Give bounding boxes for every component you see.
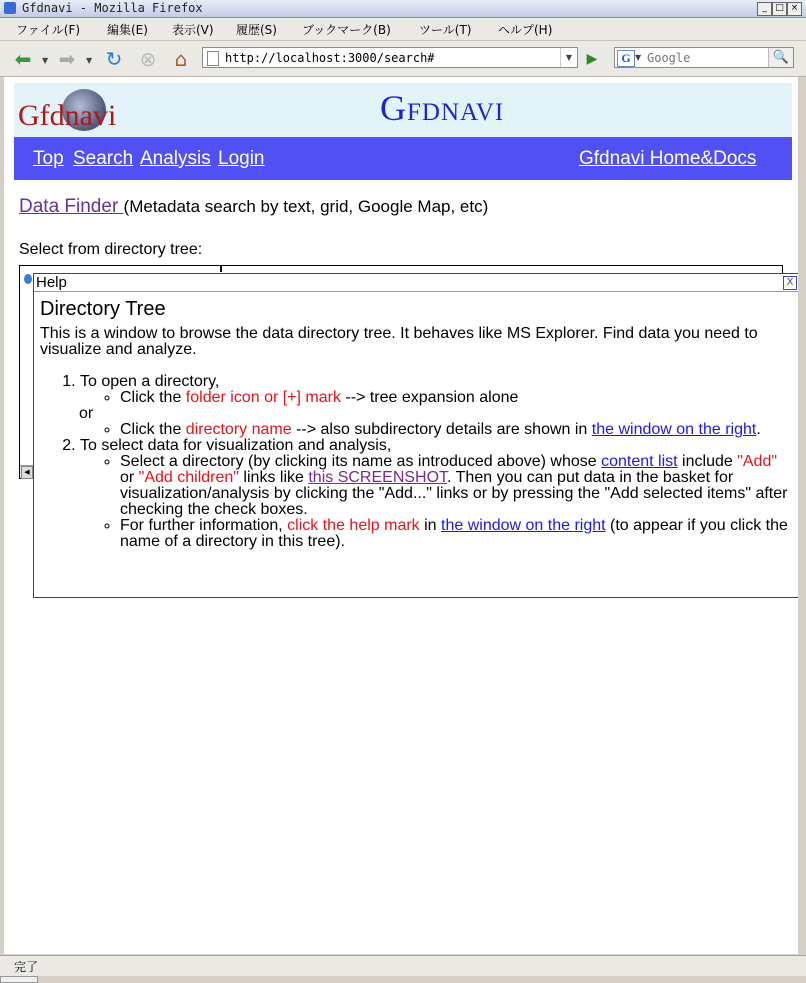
text: links like <box>238 469 309 486</box>
forward-dropdown-icon[interactable]: ▼ <box>86 56 93 65</box>
window-on-right-link[interactable]: the window on the right <box>441 517 606 534</box>
window-title: Gfdnavi - Mozilla Firefox <box>22 1 203 15</box>
site-title: Gfdnavi <box>380 88 505 128</box>
menu-file[interactable]: ファイル(F) <box>16 23 81 37</box>
highlight-text: click the help mark <box>287 517 420 534</box>
tree-divider <box>220 266 222 272</box>
data-finder-line <box>19 196 488 218</box>
tree-node-icon[interactable] <box>24 274 32 284</box>
help-step-2 <box>80 438 790 550</box>
nav-top-link[interactable]: Top <box>33 148 64 169</box>
status-bar <box>0 955 806 976</box>
highlight-text: "Add" <box>737 453 778 470</box>
data-finder-description: (Metadata search by text, grid, Google Map, etc) <box>123 197 489 216</box>
help-step-1 <box>80 374 790 438</box>
window-title-bar <box>0 0 806 18</box>
help-step-2-text: To select data for visualization and analysis, <box>80 437 392 454</box>
status-text: 完了 <box>14 960 39 974</box>
menu-tools[interactable]: ツール(T) <box>419 23 472 37</box>
close-window-button[interactable]: × <box>787 2 802 16</box>
page-viewport <box>4 77 798 954</box>
search-icon[interactable]: 🔍 <box>768 48 793 67</box>
nav-login-link[interactable]: Login <box>218 148 265 169</box>
text: --> tree expansion alone <box>340 389 519 406</box>
help-heading: Directory Tree <box>40 298 166 320</box>
url-history-dropdown-icon[interactable]: ▼ <box>560 48 577 67</box>
text: . <box>756 421 761 438</box>
menu-history[interactable]: 履歴(S) <box>236 23 277 37</box>
help-step-1-options-b <box>80 422 790 438</box>
reload-icon[interactable]: ↻ <box>105 47 123 71</box>
url-input[interactable] <box>225 49 555 66</box>
menu-bar <box>0 18 806 41</box>
firefox-icon <box>4 2 16 14</box>
menu-edit[interactable]: 編集(E) <box>107 23 148 37</box>
bottom-edge <box>0 976 806 982</box>
help-close-icon[interactable]: X <box>783 276 797 290</box>
url-bar[interactable] <box>202 47 578 68</box>
text: (to appear if you click the name of a directory in this tree). <box>120 517 788 550</box>
text: Select a directory (by clicking its name as introduced above) whose <box>120 453 602 470</box>
help-intro: This is a window to browse the data directory tree. It behaves like MS Explorer. Find data you need to visualize and analyze. <box>40 325 758 358</box>
forward-icon[interactable]: ➡ <box>58 47 76 71</box>
navigation-toolbar <box>0 41 806 77</box>
menu-help[interactable]: ヘルプ(H) <box>498 23 553 37</box>
page-icon <box>207 51 219 66</box>
site-nav <box>14 137 792 180</box>
help-steps <box>40 374 790 550</box>
home-icon[interactable]: ⌂ <box>174 47 188 71</box>
help-step-1-option-b <box>120 422 790 438</box>
help-step-2-option-b <box>120 518 790 550</box>
logo-text: Gfdnavi <box>18 99 117 132</box>
maximize-button[interactable]: □ <box>772 2 787 16</box>
text: Click the <box>120 389 186 406</box>
gfdnavi-logo[interactable] <box>18 89 128 133</box>
text: . Then you can put data in the basket for visualization/analysis by clicking the "Add..." links or by pressing the "Add selected items" after checking the check boxes. <box>120 469 788 518</box>
go-icon[interactable]: ▶ <box>586 51 598 67</box>
help-window <box>33 273 798 598</box>
search-bar[interactable] <box>614 47 794 68</box>
stop-icon[interactable]: ⊗ <box>139 47 157 71</box>
text: For further information, <box>120 517 288 534</box>
help-body <box>40 298 790 550</box>
or-text: or <box>79 405 94 422</box>
text: --> also subdirectory details are shown in <box>291 421 592 438</box>
help-step-2-option-a <box>120 454 790 518</box>
highlight-text: directory name <box>185 421 292 438</box>
minimize-button[interactable]: _ <box>757 2 772 16</box>
search-input[interactable] <box>647 49 765 66</box>
back-icon[interactable]: ⬅ <box>14 47 32 71</box>
back-dropdown-icon[interactable]: ▼ <box>42 56 49 65</box>
nav-home-docs-link[interactable]: Gfdnavi Home&Docs <box>579 148 757 169</box>
content-list-link[interactable]: content list <box>601 453 678 470</box>
text: include <box>677 453 738 470</box>
highlight-text: folder icon or [+] mark <box>185 389 341 406</box>
google-engine-icon[interactable]: G <box>617 50 635 67</box>
site-header <box>14 83 792 137</box>
help-step-2-options <box>80 454 790 550</box>
help-window-title: Help <box>36 274 67 291</box>
menu-bookmarks[interactable]: ブックマーク(B) <box>302 23 391 37</box>
text: in <box>419 517 442 534</box>
screenshot-link[interactable]: this SCREENSHOT <box>308 469 448 486</box>
data-finder-link[interactable]: Data Finder <box>19 196 124 217</box>
scroll-left-icon[interactable]: ◀ <box>21 466 33 479</box>
help-step-1-option-a <box>120 390 790 406</box>
engine-dropdown-icon[interactable]: ▼ <box>635 53 642 62</box>
nav-search-link[interactable]: Search <box>73 148 134 169</box>
help-step-1-text: To open a directory, <box>80 373 220 390</box>
directory-tree-label: Select from directory tree: <box>19 241 203 258</box>
highlight-text: "Add children" <box>138 469 239 486</box>
help-step-1-options <box>80 390 790 406</box>
menu-view[interactable]: 表示(V) <box>172 23 214 37</box>
text: or <box>120 469 139 486</box>
window-on-right-link[interactable]: the window on the right <box>591 421 757 438</box>
nav-analysis-link[interactable]: Analysis <box>140 148 211 169</box>
text: Click the <box>120 421 186 438</box>
help-title-bar[interactable] <box>34 274 798 292</box>
